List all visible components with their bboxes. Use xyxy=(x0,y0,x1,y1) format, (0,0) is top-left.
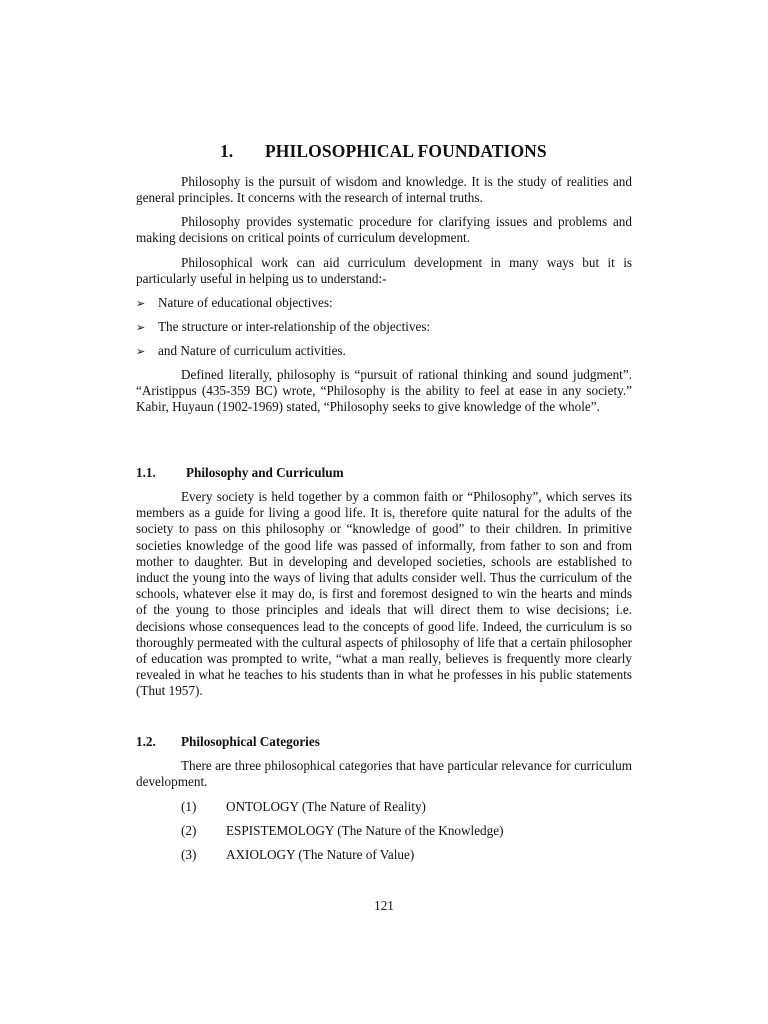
arrow-bullet-icon: ➢ xyxy=(136,297,146,310)
bullet-text: and Nature of curriculum activities. xyxy=(158,343,346,358)
page-number: 121 xyxy=(374,898,394,913)
bullet-item xyxy=(136,343,346,360)
section-heading-text: Philosophy and Curriculum xyxy=(186,465,344,480)
section-heading-text: Philosophical Categories xyxy=(181,734,320,749)
category-number: (3) xyxy=(181,847,197,862)
paragraph-text: Philosophy is the pursuit of wisdom and knowledge. It is the study of realities and general principles. It concerns with the research of internal truths. xyxy=(136,174,632,206)
paragraph-text: There are three philosophical categories that have particular relevance for curriculum development. xyxy=(136,758,632,790)
category-text: ONTOLOGY (The Nature of Reality) xyxy=(226,799,426,814)
chapter-number: 1. xyxy=(220,141,234,161)
paragraph-text: Every society is held together by a common faith or “Philosophy”, which serves its members as a guide for living a good life. It is, therefore quite natural for the adults of the society to pass on this philosophy or “knowledge of good” to their children. In primitive societies knowledge of the good life was passed of informally, from father to son and from mother to daughter. But in developing and developed societies, schools are established to induct the young into the ways of living that adults consider well. Thus the curriculum of the schools, whatever else it may do, is first and foremost designed to win the hearts and minds of the young to those principles and ideals that will direct them to wise decisions; i.e. decisions whose consequences lead to the concepts of good life. Indeed, the curriculum is so thoroughly permeated with the cultural aspects of philosophy of life that a certain philosopher of education was prompted to write, “what a man really, believes is frequently more clearly revealed in what he teaches to his students than in what he professes in his public statements (Thut 1957). xyxy=(136,489,632,699)
category-number: (2) xyxy=(181,823,197,838)
section-number: 1.2. xyxy=(136,734,156,749)
intro-paragraph-3 xyxy=(136,255,632,287)
intro-paragraph-2 xyxy=(136,214,632,246)
section-number: 1.1. xyxy=(136,465,156,480)
document-page xyxy=(136,0,632,1024)
paragraph-text: Philosophical work can aid curriculum development in many ways but it is particularly useful in helping us to understand:- xyxy=(136,255,632,287)
arrow-bullet-icon: ➢ xyxy=(136,321,146,334)
intro-paragraph-1 xyxy=(136,174,632,206)
category-text: ESPISTEMOLOGY (The Nature of the Knowledge) xyxy=(226,823,504,838)
arrow-bullet-icon: ➢ xyxy=(136,345,146,358)
chapter-title-text: PHILOSOPHICAL FOUNDATIONS xyxy=(265,141,547,161)
bullet-text: The structure or inter-relationship of the objectives: xyxy=(158,319,431,334)
paragraph-text: Philosophy provides systematic procedure for clarifying issues and problems and making decisions on critical points of curriculum development. xyxy=(136,214,632,246)
category-number: (1) xyxy=(181,799,197,814)
bullet-item xyxy=(136,295,333,312)
section-heading-1-2 xyxy=(136,734,320,750)
section-heading-1-1 xyxy=(136,465,344,481)
bullet-item xyxy=(136,319,430,336)
section-1-1-paragraph xyxy=(136,489,632,700)
section-1-2-paragraph xyxy=(136,758,632,790)
bullet-text: Nature of educational objectives: xyxy=(158,295,333,310)
category-text: AXIOLOGY (The Nature of Value) xyxy=(226,847,415,862)
paragraph-text: Defined literally, philosophy is “pursuit of rational thinking and sound judgment”. “Aristippus (435-359 BC) wrote, “Philosophy is the ability to feel at ease in any society.” Kabir, Huyaun (1902-1969) stated, “Philosophy seeks to give knowledge of the whole”. xyxy=(136,367,632,415)
intro-paragraph-4 xyxy=(136,367,632,416)
